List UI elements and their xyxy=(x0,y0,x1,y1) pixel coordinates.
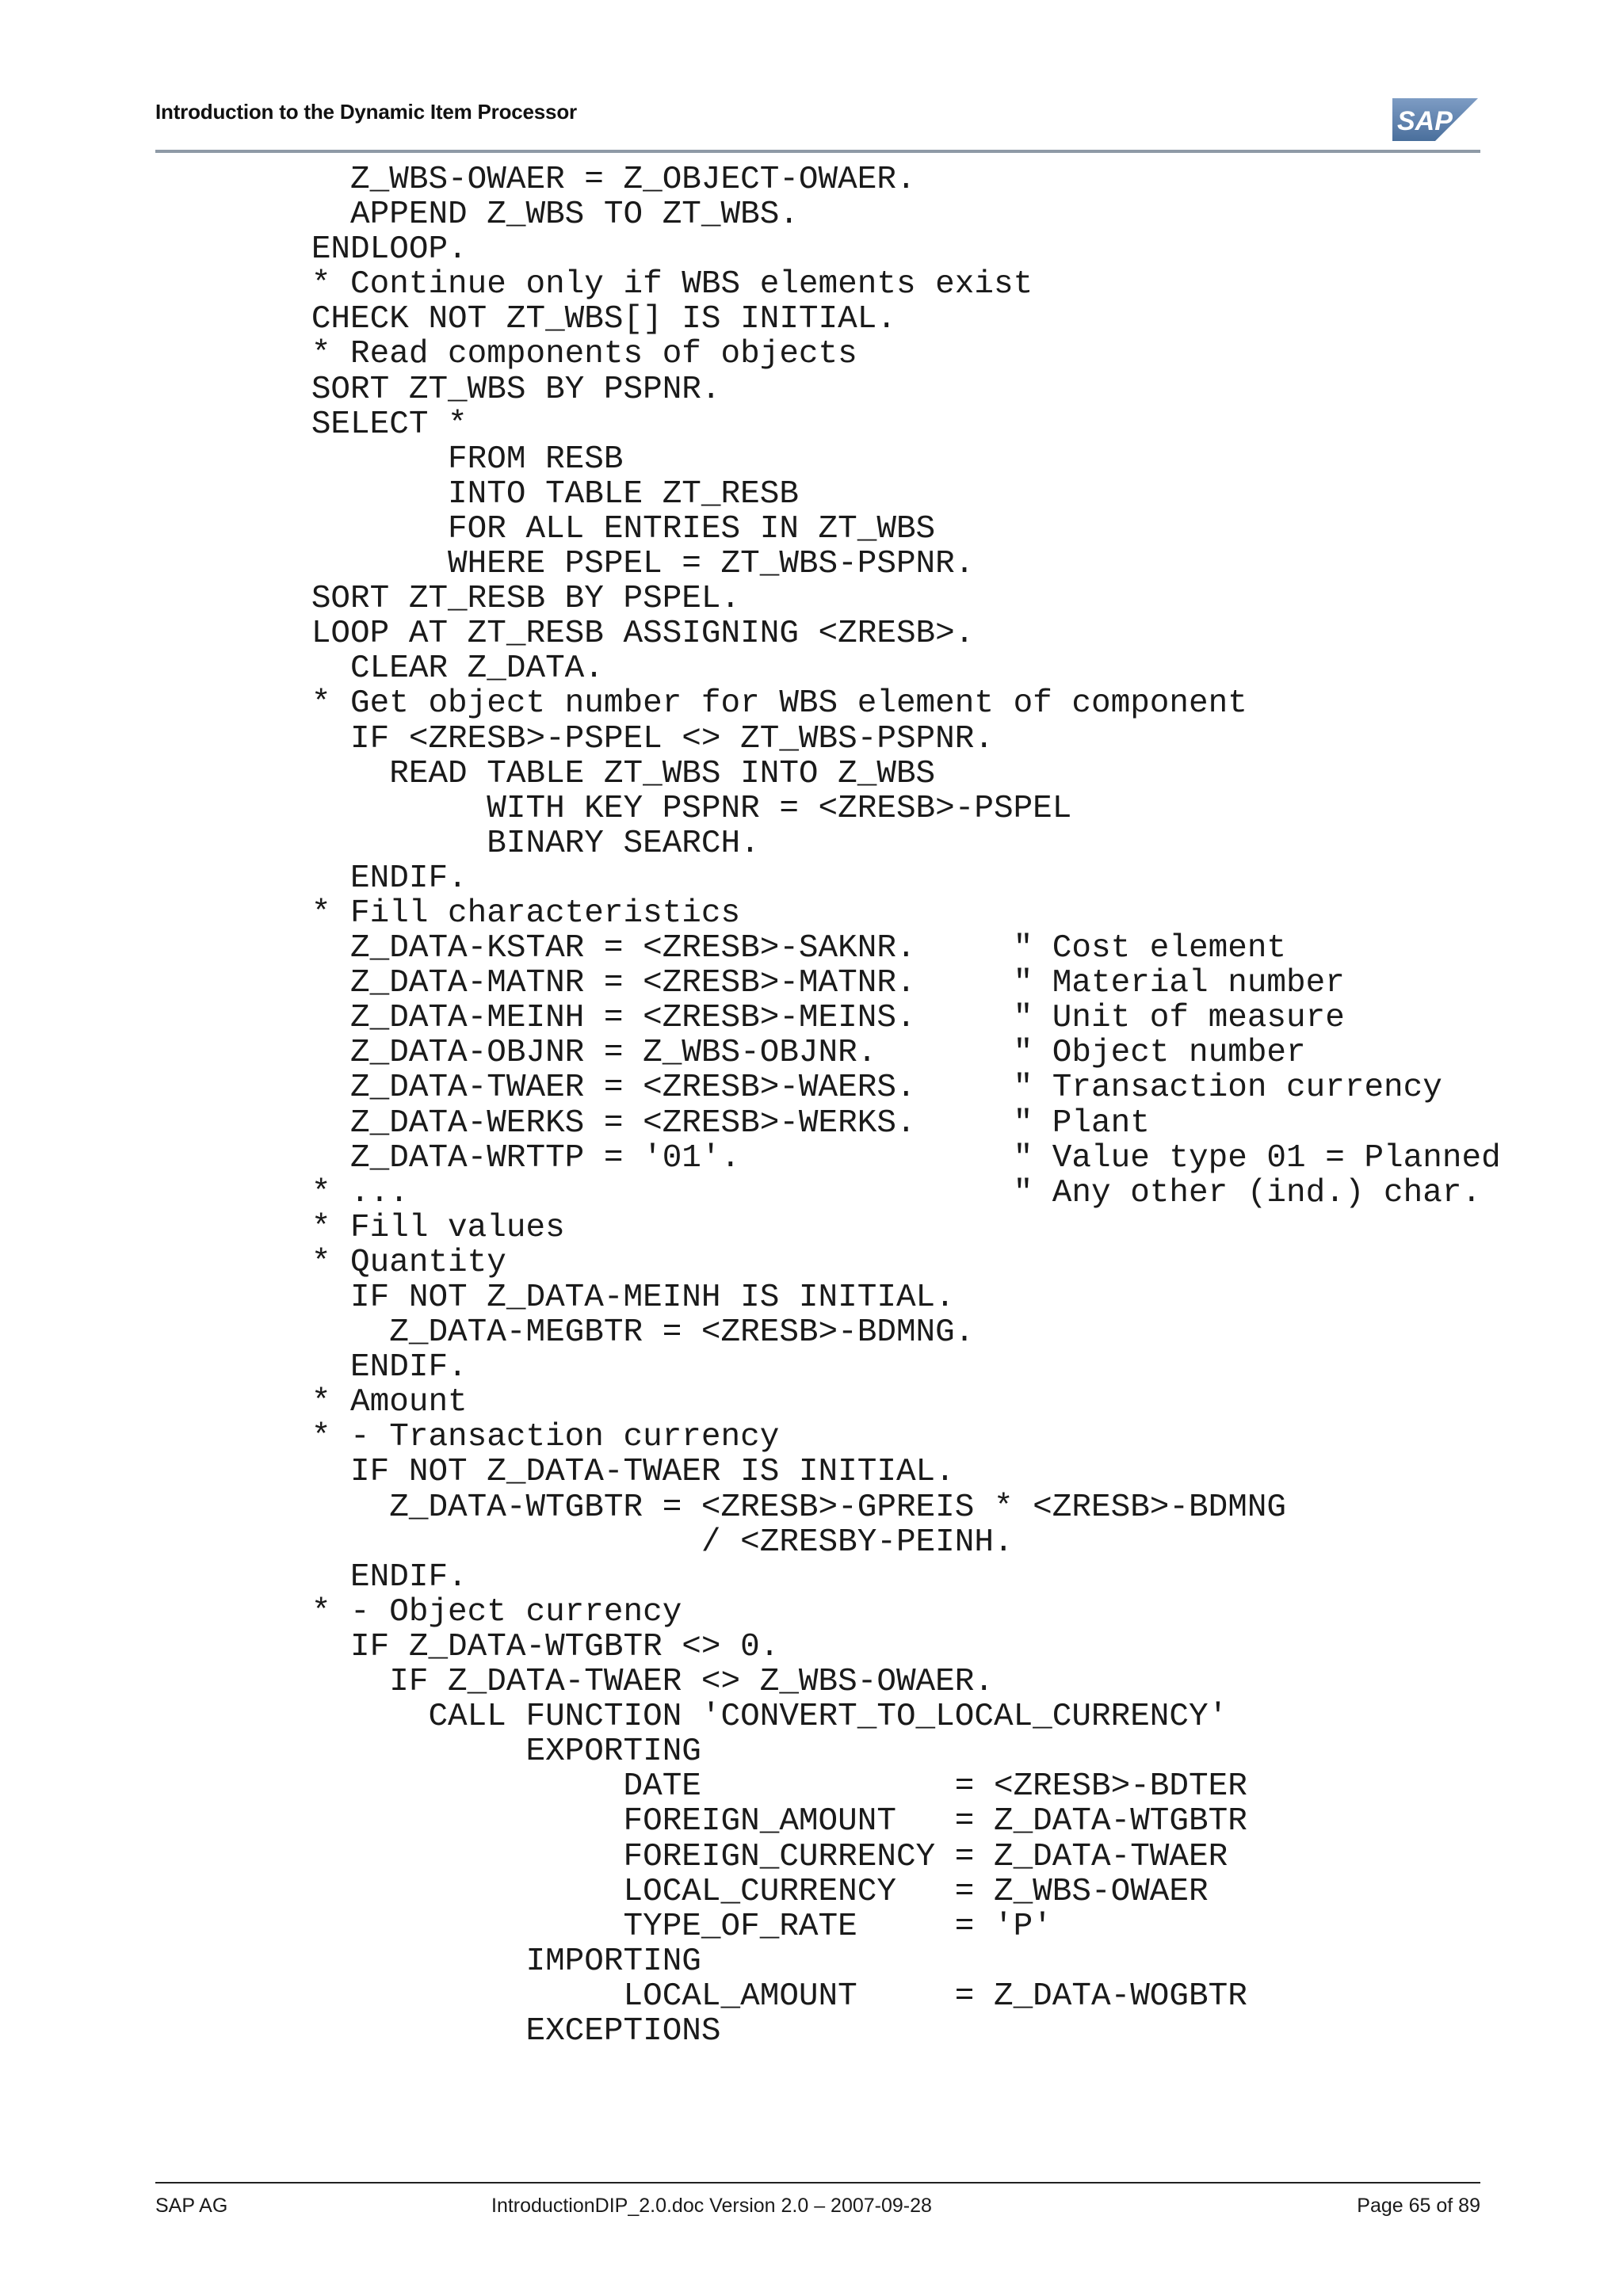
code-line: IF NOT Z_DATA-MEINH IS INITIAL. xyxy=(155,1280,955,1316)
code-line: IF Z_DATA-WTGBTR <> 0. xyxy=(155,1628,780,1665)
code-line: READ TABLE ZT_WBS INTO Z_WBS xyxy=(155,755,936,792)
code-line: TYPE_OF_RATE = 'P' xyxy=(155,1908,1052,1945)
code-line: ENDIF. xyxy=(155,860,468,897)
code-line: BINARY SEARCH. xyxy=(155,825,760,862)
code-line: WITH KEY PSPNR = <ZRESB>-PSPEL xyxy=(155,790,1072,827)
code-line: * - Object currency xyxy=(155,1593,682,1630)
code-line: WHERE PSPEL = ZT_WBS-PSPNR. xyxy=(155,546,975,583)
code-line: * Amount xyxy=(155,1384,468,1421)
code-line: CLEAR Z_DATA. xyxy=(155,650,604,688)
footer-divider xyxy=(155,2182,1480,2183)
code-line: * Get object number for WBS element of component xyxy=(155,685,1247,723)
code-line: ENDLOOP. xyxy=(155,231,468,269)
header-title: Introduction to the Dynamic Item Processor xyxy=(155,100,577,124)
code-listing xyxy=(155,162,1501,2049)
code-line: EXPORTING xyxy=(155,1733,701,1771)
code-line: Z_DATA-WTGBTR = <ZRESB>-GPREIS * <ZRESB>-BDMNG xyxy=(155,1489,1287,1526)
code-line: APPEND Z_WBS TO ZT_WBS. xyxy=(155,196,799,234)
code-line: ENDIF. xyxy=(155,1349,468,1386)
code-line: Z_DATA-MEGBTR = <ZRESB>-BDMNG. xyxy=(155,1314,975,1352)
sap-logo xyxy=(1392,98,1478,141)
footer-doc-info: IntroductionDIP_2.0.doc Version 2.0 – 2007-09-28 xyxy=(491,2195,932,2217)
code-line: * - Transaction currency xyxy=(155,1419,780,1456)
code-line: IF NOT Z_DATA-TWAER IS INITIAL. xyxy=(155,1454,955,1491)
code-line: FOREIGN_AMOUNT = Z_DATA-WTGBTR xyxy=(155,1803,1247,1840)
code-line: Z_DATA-WRTTP = '01'. " Value type 01 = Planned xyxy=(155,1139,1501,1177)
code-line: * ... " Any other (ind.) char. xyxy=(155,1174,1482,1211)
code-line: IF Z_DATA-TWAER <> Z_WBS-OWAER. xyxy=(155,1664,994,1701)
code-line: DATE = <ZRESB>-BDTER xyxy=(155,1768,1247,1806)
code-line: * Fill characteristics xyxy=(155,894,741,932)
sap-logo-text: SAP xyxy=(1397,106,1453,136)
header-divider xyxy=(155,150,1480,153)
code-line: ENDIF. xyxy=(155,1558,468,1596)
code-line: INTO TABLE ZT_RESB xyxy=(155,475,799,513)
code-line: CHECK NOT ZT_WBS[] IS INITIAL. xyxy=(155,301,896,338)
code-line: * Quantity xyxy=(155,1244,506,1281)
code-line: * Read components of objects xyxy=(155,336,857,373)
code-line: SELECT * xyxy=(155,406,468,443)
code-line: Z_DATA-KSTAR = <ZRESB>-SAKNR. " Cost element xyxy=(155,930,1287,967)
code-line: FOREIGN_CURRENCY = Z_DATA-TWAER xyxy=(155,1838,1228,1875)
code-line: EXCEPTIONS xyxy=(155,2012,721,2050)
code-line: Z_DATA-OBJNR = Z_WBS-OBJNR. " Object number xyxy=(155,1035,1306,1072)
footer-company: SAP AG xyxy=(155,2195,228,2217)
code-line: LOOP AT ZT_RESB ASSIGNING <ZRESB>. xyxy=(155,616,975,653)
footer-page-number: Page 65 of 89 xyxy=(1357,2195,1480,2217)
code-line: IMPORTING xyxy=(155,1943,701,1980)
code-line: CALL FUNCTION 'CONVERT_TO_LOCAL_CURRENCY' xyxy=(155,1699,1228,1736)
code-line: Z_DATA-TWAER = <ZRESB>-WAERS. " Transaction currency xyxy=(155,1070,1442,1107)
code-line: IF <ZRESB>-PSPEL <> ZT_WBS-PSPNR. xyxy=(155,720,994,757)
code-line: SORT ZT_WBS BY PSPNR. xyxy=(155,371,721,408)
code-line: * Continue only if WBS elements exist xyxy=(155,266,1033,303)
code-line: Z_DATA-MATNR = <ZRESB>-MATNR. " Material number xyxy=(155,965,1345,1002)
code-line: LOCAL_AMOUNT = Z_DATA-WOGBTR xyxy=(155,1978,1247,2015)
code-line: * Fill values xyxy=(155,1209,565,1246)
code-line: Z_WBS-OWAER = Z_OBJECT-OWAER. xyxy=(155,162,916,198)
code-line: Z_DATA-WERKS = <ZRESB>-WERKS. " Plant xyxy=(155,1104,1150,1142)
code-line: / <ZRESBY-PEINH. xyxy=(155,1524,1014,1561)
code-line: Z_DATA-MEINH = <ZRESB>-MEINS. " Unit of measure xyxy=(155,1000,1345,1037)
code-line: LOCAL_CURRENCY = Z_WBS-OWAER xyxy=(155,1873,1209,1910)
code-line: FROM RESB xyxy=(155,441,624,478)
code-line: SORT ZT_RESB BY PSPEL. xyxy=(155,581,741,618)
code-line: FOR ALL ENTRIES IN ZT_WBS xyxy=(155,510,936,547)
